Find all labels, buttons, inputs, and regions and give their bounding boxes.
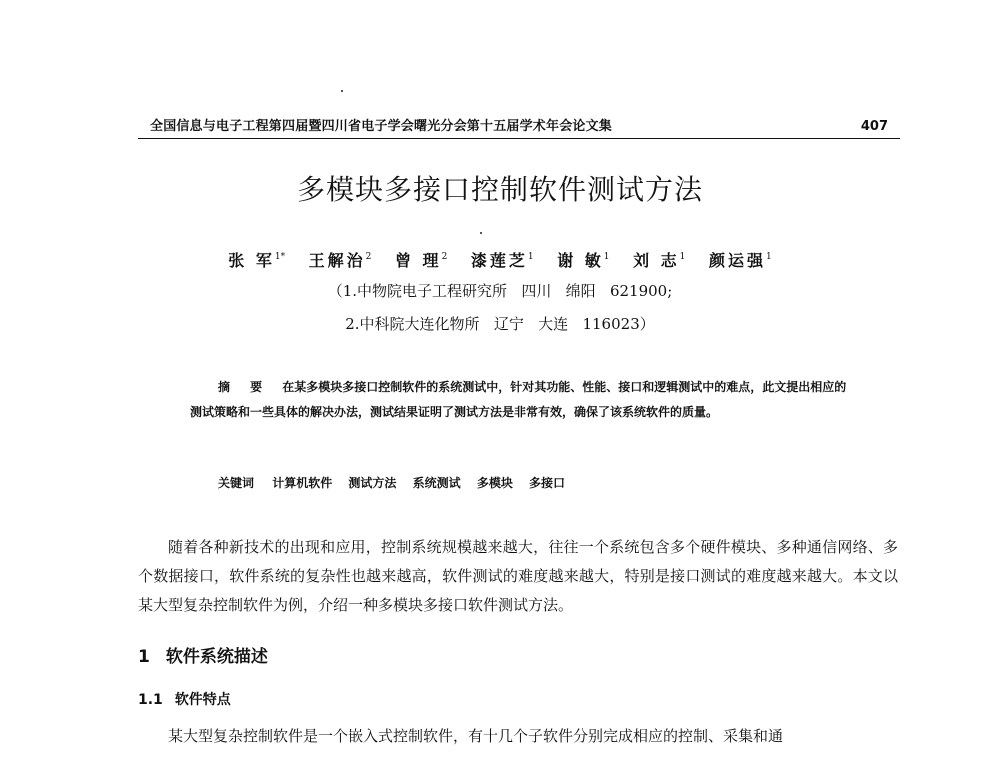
keyword: 测试方法	[348, 476, 397, 490]
author-name: 颜运强	[708, 251, 766, 270]
intro-paragraph: 随着各种新技术的出现和应用，控制系统规模越来越大，往往一个系统包含多个硬件模块、多种通信网络、多个数据接口，软件系统的复杂性也越来越高，软件测试的难度越来越大，特别是接口测试的难度越来越大。本文以某大型复杂控制软件为例，介绍一种多模块多接口软件测试方法。	[138, 538, 898, 614]
paper-title: 多模块多接口控制软件测试方法	[296, 173, 703, 206]
keyword: 计算机软件	[272, 476, 333, 490]
scan-speck	[480, 232, 482, 234]
running-header	[138, 118, 900, 139]
author	[395, 251, 447, 270]
author-mark: 1	[603, 252, 610, 262]
proceedings-title: 全国信息与电子工程第四届暨四川省电子学会曙光分会第十五届学术年会论文集	[150, 119, 613, 134]
author	[228, 251, 285, 270]
subsection-title: 软件特点	[174, 692, 231, 708]
page-number: 407	[860, 119, 888, 134]
scan-speck	[341, 90, 343, 92]
author-name: 谢 敏	[557, 251, 604, 270]
section-title: 软件系统描述	[165, 647, 268, 667]
author	[709, 251, 772, 270]
abstract-label: 摘 要	[218, 380, 271, 394]
subsection-heading	[138, 690, 231, 710]
keyword: 多接口	[529, 476, 566, 490]
author-mark: 1	[679, 252, 686, 262]
body-paragraph: 某大型复杂控制软件是一个嵌入式控制软件，有十几个子软件分别完成相应的控制、采集和通	[168, 727, 784, 745]
subsection-number: 1.1	[138, 692, 163, 708]
affiliation-2: 2.中科院大连化物所 辽宁 大连 116023）	[345, 315, 655, 333]
author	[471, 251, 534, 270]
author-name: 曾 理	[394, 251, 442, 270]
author-name: 漆莲芝	[470, 251, 528, 270]
author-mark: 1	[527, 252, 534, 262]
abstract	[190, 375, 850, 425]
author-name: 张 军	[228, 251, 275, 270]
abstract-text: 在某多模块多接口控制软件的系统测试中，针对其功能、性能、接口和逻辑测试中的难点，此文提出相应的测试策略和一些具体的解决办法，测试结果证明了测试方法是非常有效，确保了该系统软件的质量。	[190, 380, 847, 419]
keyword: 系统测试	[412, 476, 461, 490]
keywords	[218, 471, 858, 496]
author-mark: 1*	[274, 252, 286, 262]
author	[557, 251, 609, 270]
author-name: 王解治	[308, 251, 366, 270]
author-mark: 2	[365, 252, 372, 262]
author-name: 刘 志	[633, 251, 680, 270]
keyword: 多模块	[476, 476, 513, 490]
keywords-label: 关键词	[218, 476, 255, 490]
author	[309, 251, 372, 270]
author-list	[0, 246, 1000, 272]
section-heading	[138, 645, 268, 669]
affiliation-1: （1.中物院电子工程研究所 四川 绵阳 621900;	[327, 282, 673, 300]
section-number: 1	[138, 647, 150, 667]
author-mark: 1	[766, 252, 772, 262]
author	[633, 251, 685, 270]
author-mark: 2	[441, 252, 448, 262]
